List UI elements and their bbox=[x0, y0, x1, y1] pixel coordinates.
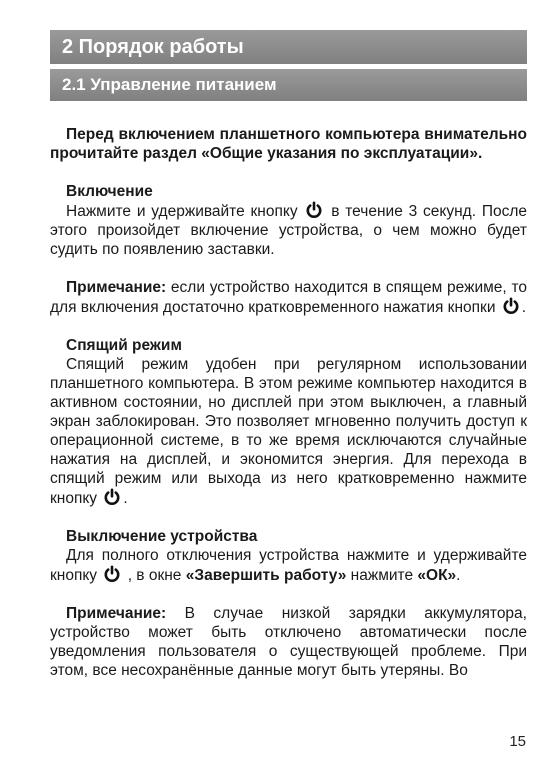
power-off-text-1: Для полного отключения устройства нажмите и удерживайте кнопку bbox=[50, 547, 527, 584]
note-2-label: Примечание: bbox=[66, 605, 167, 622]
power-off-paragraph bbox=[50, 546, 527, 585]
note-1-label: Примечание: bbox=[66, 279, 167, 296]
power-icon bbox=[502, 297, 520, 315]
power-off-text-3: нажмите bbox=[350, 567, 414, 584]
note-1-paragraph bbox=[50, 278, 527, 317]
power-on-heading: Включение bbox=[66, 183, 153, 200]
section-title: 2.1 Управление питанием bbox=[50, 69, 527, 101]
power-on-paragraph bbox=[50, 201, 527, 259]
power-icon bbox=[103, 565, 121, 583]
note-1-text: если устройство находится в спящем режиме, то для включения достаточно кратковременного нажатия кнопки bbox=[50, 279, 528, 316]
power-on-text-1: Нажмите и удерживайте кнопку bbox=[66, 203, 298, 220]
power-off-end: . bbox=[456, 567, 461, 584]
sleep-paragraph bbox=[50, 355, 527, 508]
document-body bbox=[50, 125, 527, 680]
power-off-text-2: , в окне bbox=[127, 567, 182, 584]
power-icon bbox=[305, 201, 323, 219]
power-off-heading: Выключение устройства bbox=[66, 528, 258, 545]
note-2-paragraph bbox=[50, 604, 527, 680]
ok-label: «ОК» bbox=[417, 567, 457, 584]
sleep-heading: Спящий режим bbox=[66, 337, 182, 354]
chapter-title: 2 Порядок работы bbox=[50, 30, 527, 64]
page-number: 15 bbox=[509, 733, 526, 750]
note-2-text: В случае низкой зарядки аккумулятора, устройство может быть отключено автоматически после уведомления пользователя о существующей проблеме. При этом, все несохранённые данные могут быть утеряны. Во bbox=[50, 605, 527, 679]
sleep-end: . bbox=[123, 490, 128, 507]
power-icon bbox=[103, 488, 121, 506]
intro-paragraph: Перед включением планшетного компьютера внимательно прочитайте раздел «Общие указания по эксплуатации». bbox=[50, 126, 527, 162]
power-on-text-2: в течение 3 секунд. После этого произойдет включение устройства, о чем можно будет судить по появлению заставки. bbox=[50, 203, 527, 258]
note-1-end: . bbox=[521, 299, 527, 316]
sleep-text: Спящий режим удобен при регулярном использовании планшетного компьютера. В этом режиме компьютер находится в активном состоянии, но дисплей при этом выключен, а главный экран заблокирован. Это позволяет мгновенно получить доступ к операционной системе, в то же время исключаются случайные нажатия на дисплей, и экономится энергия. Для перехода в спящий режим или выхода из него кратковременно нажмите кнопку bbox=[50, 356, 527, 507]
shutdown-label: «Завершить работу» bbox=[185, 567, 347, 584]
